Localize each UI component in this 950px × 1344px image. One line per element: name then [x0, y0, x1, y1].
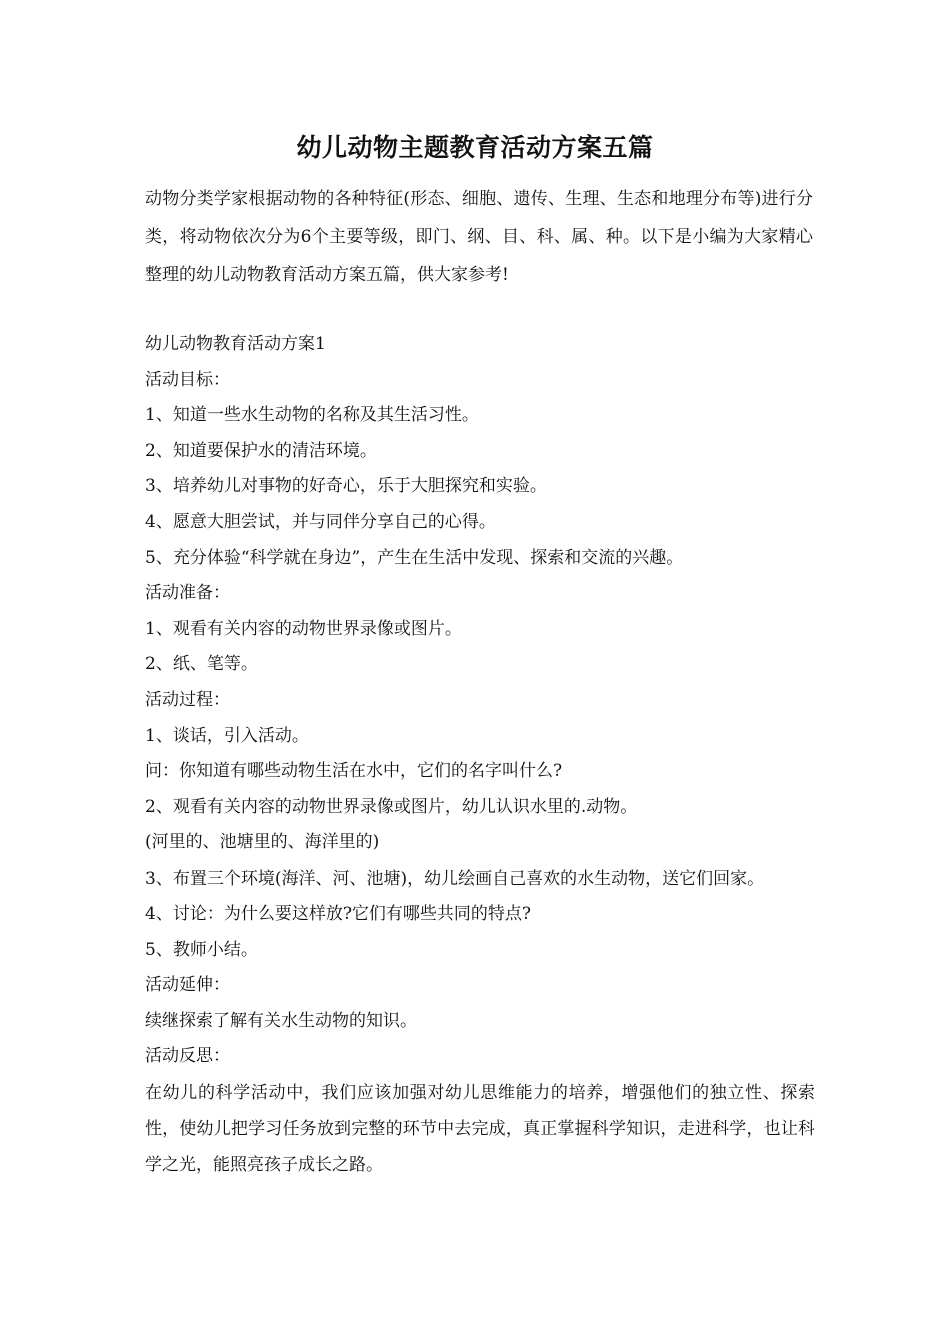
process-item: 1、谈话，引入活动。: [145, 725, 309, 746]
goal-item: 5、充分体验“科学就在身边”，产生在生活中发现、探索和交流的兴趣。: [145, 547, 684, 568]
prep-heading: 活动准备：: [145, 583, 230, 604]
reflection-paragraph: 在幼儿的科学活动中，我们应该加强对幼儿思维能力的培养，增强他们的独立性、探索性，使幼儿把学习任务放到完整的环节中去完成，真正掌握科学知识，走进科学，也让科学之光，能照亮孩子成长之路。: [145, 1082, 815, 1175]
process-item: 5、教师小结。: [145, 939, 258, 960]
prep-item: 2、纸、笔等。: [145, 654, 258, 675]
goal-item: 3、培养幼儿对事物的好奇心，乐于大胆探究和实验。: [145, 476, 547, 497]
goal-item: 2、知道要保护水的清洁环境。: [145, 440, 377, 461]
intro-paragraph: 动物分类学家根据动物的各种特征(形态、细胞、遗传、生理、生态和地理分布等)进行分类，将动物依次分为6个主要等级，即门、纲、目、科、属、种。以下是小编为大家精心整理的幼儿动物教育活动方案五篇，供大家参考!: [145, 189, 813, 285]
process-item: 问：你知道有哪些动物生活在水中，它们的名字叫什么?: [145, 761, 563, 782]
document-body: [145, 327, 815, 1183]
process-item: 3、布置三个环境(海洋、河、池塘)，幼儿绘画自己喜欢的水生动物，送它们回家。: [145, 868, 765, 889]
prep-item: 1、观看有关内容的动物世界录像或图片。: [145, 618, 462, 639]
reflection-heading: 活动反思：: [145, 1046, 230, 1067]
extension-heading: 活动延伸：: [145, 975, 230, 996]
goals-heading: 活动目标：: [145, 369, 230, 390]
process-heading: 活动过程：: [145, 689, 230, 710]
goal-item: 4、愿意大胆尝试，并与同伴分享自己的心得。: [145, 511, 496, 532]
process-item: (河里的、池塘里的、海洋里的): [145, 832, 380, 853]
document-title: 幼儿动物主题教育活动方案五篇: [296, 133, 654, 162]
goal-item: 1、知道一些水生动物的名称及其生活习性。: [145, 405, 479, 426]
process-item: 2、观看有关内容的动物世界录像或图片，幼儿认识水里的.动物。: [145, 796, 638, 817]
section-title: 幼儿动物教育活动方案1: [145, 334, 326, 354]
process-item: 4、讨论：为什么要这样放?它们有哪些共同的特点?: [145, 903, 532, 924]
extension-text: 续继探索了解有关水生动物的知识。: [145, 1010, 417, 1031]
